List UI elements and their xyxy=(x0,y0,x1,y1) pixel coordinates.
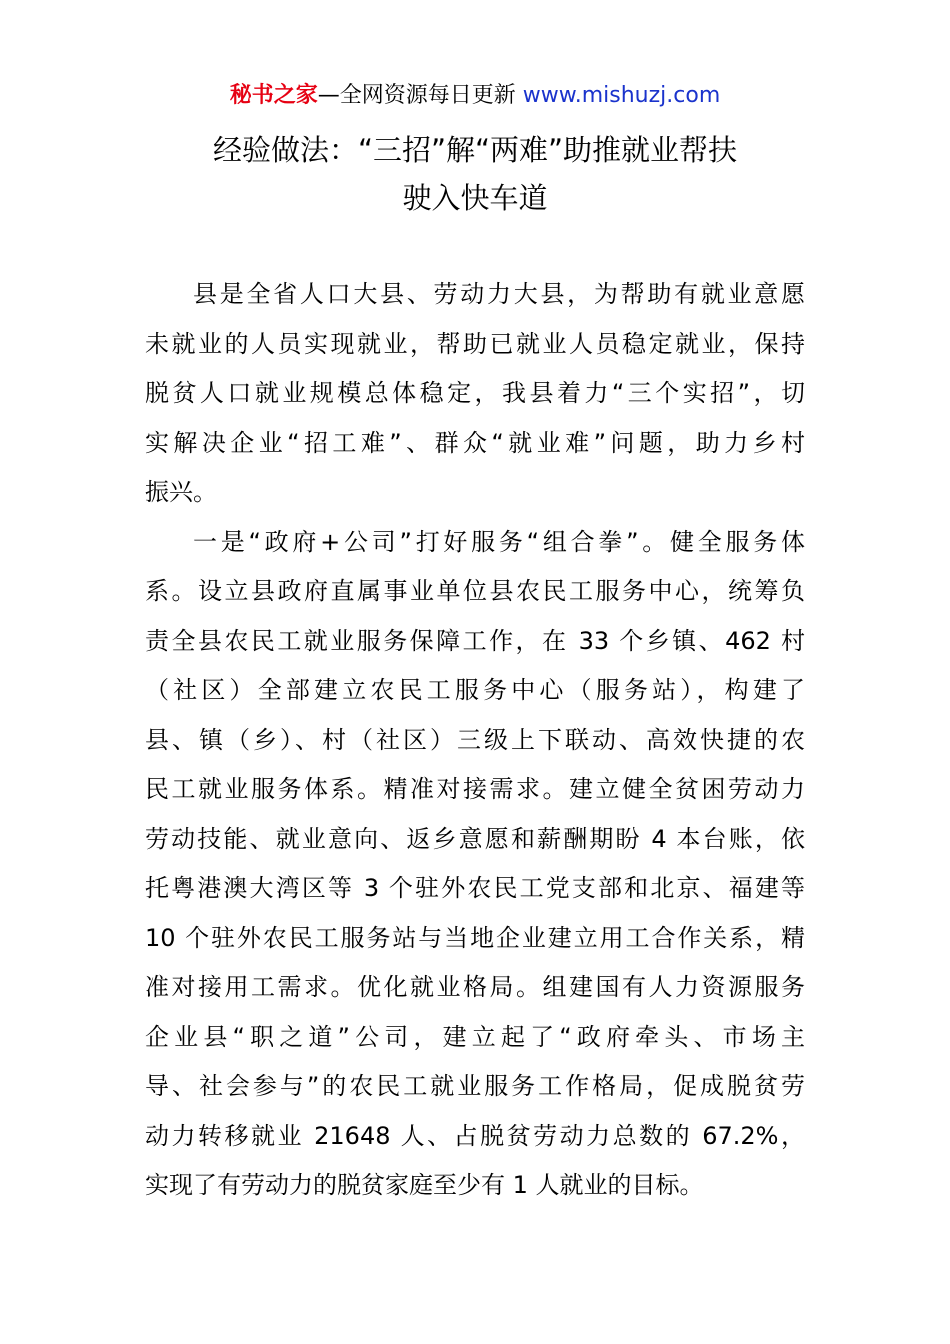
site-header xyxy=(0,82,950,110)
title-line-1: 经验做法：“三招”解“两难”助推就业帮扶 xyxy=(212,133,738,167)
title-line-2: 驶入快车道 xyxy=(402,181,548,215)
text-line: 振兴。 xyxy=(145,478,217,506)
paragraph-intro xyxy=(145,270,805,518)
text-line: 实现了有劳动力的脱贫家庭至少有 1 人就业的目标。 xyxy=(145,1171,704,1199)
text-line: 民工就业服务体系。精准对接需求。建立健全贫困劳动力 xyxy=(145,775,805,803)
text-line: 劳动技能、就业意向、返乡意愿和薪酬期盼 4 本台账，依 xyxy=(145,824,805,853)
document-body xyxy=(145,270,805,1211)
text-line: 企业县“职之道”公司，建立起了“政府牵头、市场主 xyxy=(145,1022,805,1051)
text-line: 导、社会参与”的农民工就业服务工作格局，促成脱贫劳 xyxy=(145,1072,805,1100)
text-line: 实解决企业“招工难”、群众“就业难”问题，助力乡村 xyxy=(145,428,805,457)
text-line: 一是“政府+公司”打好服务“组合拳”。健全服务体 xyxy=(193,527,805,556)
text-line: 10 个驻外农民工服务站与当地企业建立用工合作关系，精 xyxy=(145,923,805,952)
text-line: 县、镇（乡）、村（社区）三级上下联动、高效快捷的农 xyxy=(145,725,805,754)
paragraph-service xyxy=(145,518,805,1211)
text-line: （社区）全部建立农民工服务中心（服务站），构建了 xyxy=(145,676,805,704)
text-line: 动力转移就业 21648 人、占脱贫劳动力总数的 67.2%， xyxy=(145,1121,805,1150)
text-line: 脱贫人口就业规模总体稳定，我县着力“三个实招”，切 xyxy=(145,379,805,407)
site-url: www.mishuzj.com xyxy=(522,83,721,108)
brand-name: 秘书之家 xyxy=(229,83,318,108)
text-line: 未就业的人员实现就业，帮助已就业人员稳定就业，保持 xyxy=(145,329,805,358)
text-line: 准对接用工需求。优化就业格局。组建国有人力资源服务 xyxy=(145,973,805,1001)
text-line: 责全县农民工就业服务保障工作，在 33 个乡镇、462 村 xyxy=(145,626,805,655)
text-line: 系。设立县政府直属事业单位县农民工服务中心，统筹负 xyxy=(145,577,805,605)
text-line: 县是全省人口大县、劳动力大县，为帮助有就业意愿 xyxy=(193,280,805,308)
text-line: 托粤港澳大湾区等 3 个驻外农民工党支部和北京、福建等 xyxy=(145,874,805,902)
document-title xyxy=(100,126,850,222)
header-tagline: —全网资源每日更新 xyxy=(317,83,523,108)
